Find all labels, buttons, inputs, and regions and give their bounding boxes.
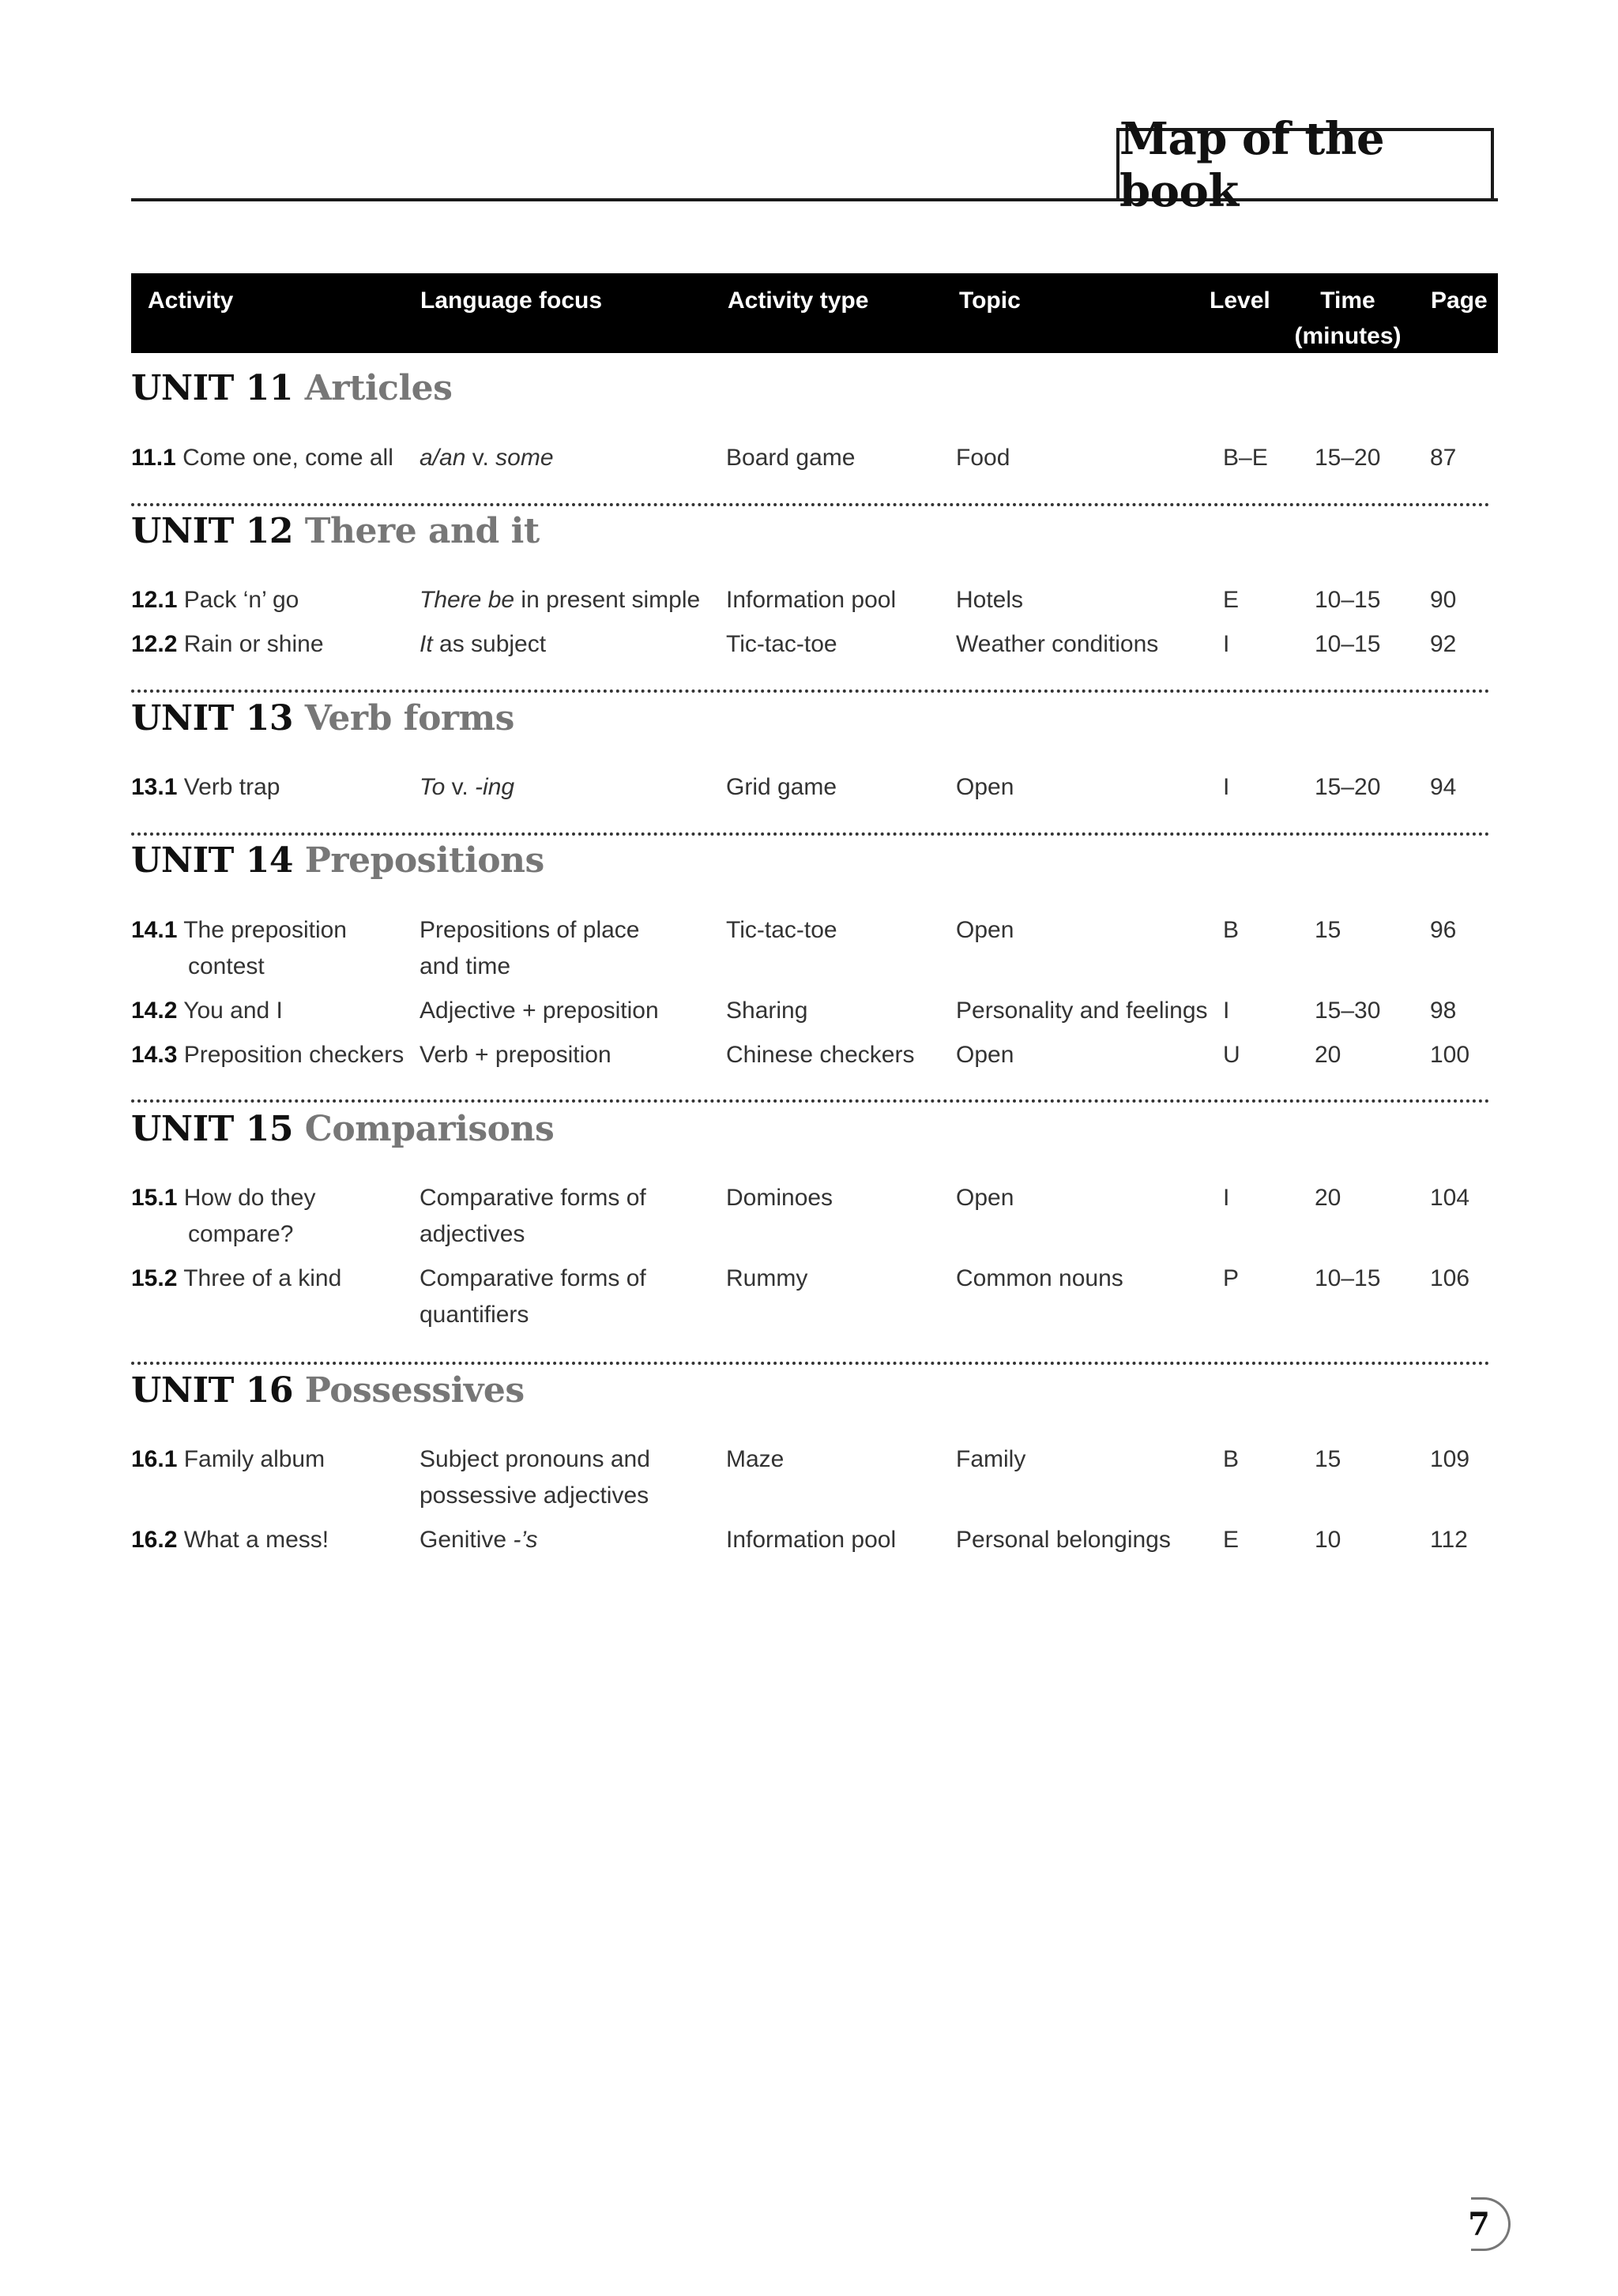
activity-number: 14.2 — [131, 998, 178, 1024]
topic-cell: Weather conditions — [956, 631, 1159, 657]
column-header-time — [1293, 283, 1403, 354]
activity-cell — [131, 912, 347, 985]
level-cell: P — [1223, 1265, 1240, 1291]
language-focus-cell — [420, 1522, 538, 1558]
level-cell: I — [1223, 998, 1230, 1024]
language-focus-text: possessive adjectives — [420, 1482, 649, 1509]
topic-cell: Open — [956, 1185, 1014, 1211]
unit-number: UNIT 13 — [131, 698, 293, 738]
activity-type-cell: Board game — [726, 445, 856, 471]
unit-separator — [131, 503, 1490, 506]
unit-heading — [131, 1370, 525, 1411]
language-focus-cell — [420, 993, 659, 1029]
activity-type-cell: Rummy — [726, 1265, 808, 1291]
page-cell: 98 — [1430, 998, 1457, 1024]
activity-name: Three of a kind — [183, 1265, 342, 1291]
time-cell: 15–20 — [1315, 445, 1381, 471]
activity-name-line — [131, 993, 283, 1029]
activity-number: 13.1 — [131, 774, 178, 800]
language-focus-cell — [420, 912, 640, 985]
unit-heading — [131, 511, 540, 551]
language-focus-line — [420, 1297, 646, 1333]
column-header-activity: Activity — [148, 287, 234, 314]
activity-name-line — [131, 440, 393, 476]
activity-name-line — [131, 912, 347, 949]
language-focus-line — [420, 1216, 646, 1253]
unit-separator — [131, 832, 1490, 836]
time-cell: 15 — [1315, 1446, 1341, 1472]
language-focus-text: in present simple — [514, 587, 701, 613]
column-header-time-line2: (minutes) — [1294, 323, 1402, 349]
language-focus-text: and time — [420, 953, 511, 979]
activity-name-line — [131, 582, 299, 618]
level-cell: B–E — [1223, 445, 1268, 471]
level-cell: I — [1223, 774, 1230, 800]
activity-type-cell: Tic-tac-toe — [726, 917, 837, 943]
unit-separator — [131, 1099, 1490, 1103]
unit-number: UNIT 14 — [131, 840, 293, 881]
unit-number: UNIT 16 — [131, 1370, 293, 1411]
activity-cell — [131, 993, 283, 1029]
column-header-topic: Topic — [959, 287, 1021, 314]
language-focus-line — [420, 993, 659, 1029]
activity-cell — [131, 440, 393, 476]
time-cell: 10–15 — [1315, 587, 1381, 613]
language-focus-text: a/an — [420, 445, 466, 471]
activity-cell — [131, 626, 324, 663]
unit-separator — [131, 690, 1490, 693]
column-header-page: Page — [1431, 287, 1488, 314]
language-focus-line — [420, 1441, 650, 1478]
language-focus-cell — [420, 769, 514, 806]
language-focus-line — [420, 626, 546, 663]
unit-heading — [131, 368, 452, 408]
column-header-activity-type: Activity type — [728, 287, 869, 314]
activity-name: Rain or shine — [183, 631, 324, 657]
activity-number: 14.1 — [131, 917, 178, 943]
language-focus-line — [420, 1478, 650, 1514]
level-cell: E — [1223, 1527, 1240, 1553]
unit-heading — [131, 1109, 554, 1149]
activity-name: The preposition — [183, 917, 347, 943]
language-focus-text: There be — [420, 587, 515, 613]
unit-number: UNIT 15 — [131, 1109, 293, 1149]
language-focus-text: v. — [465, 445, 496, 471]
level-cell: U — [1223, 1042, 1240, 1068]
language-focus-cell — [420, 626, 546, 663]
column-header-level: Level — [1210, 287, 1270, 314]
topic-cell: Common nouns — [956, 1265, 1123, 1291]
activity-number: 14.3 — [131, 1042, 178, 1068]
activity-cell — [131, 1441, 325, 1478]
language-focus-text: adjectives — [420, 1221, 525, 1247]
language-focus-text: some — [495, 445, 554, 471]
topic-cell: Hotels — [956, 587, 1024, 613]
activity-name: contest — [188, 953, 265, 979]
activity-type-cell: Information pool — [726, 1527, 897, 1553]
language-focus-line — [420, 1261, 646, 1297]
topic-cell: Open — [956, 774, 1014, 800]
activity-name-line — [131, 1522, 329, 1558]
page-cell: 94 — [1430, 774, 1457, 800]
activity-cell — [131, 1261, 341, 1297]
unit-name: Prepositions — [304, 840, 544, 881]
language-focus-line — [420, 1180, 646, 1216]
language-focus-line — [420, 1037, 611, 1073]
language-focus-line — [420, 769, 514, 806]
unit-heading — [131, 840, 544, 881]
activity-number: 15.2 — [131, 1265, 178, 1291]
activity-cell — [131, 582, 299, 618]
activity-number: 15.1 — [131, 1185, 178, 1211]
page-cell: 104 — [1430, 1185, 1470, 1211]
activity-name-line — [131, 1180, 316, 1216]
level-cell: B — [1223, 917, 1240, 943]
activity-number: 12.2 — [131, 631, 178, 657]
page-cell: 100 — [1430, 1042, 1470, 1068]
unit-separator — [131, 1362, 1490, 1365]
language-focus-text: v. — [445, 774, 476, 800]
time-cell: 10–15 — [1315, 631, 1381, 657]
language-focus-text: It — [420, 631, 433, 657]
unit-name: Possessives — [304, 1370, 525, 1411]
activity-name-line — [131, 949, 347, 985]
unit-name: Comparisons — [304, 1109, 555, 1149]
language-focus-text: -’s — [513, 1527, 538, 1553]
page-cell: 87 — [1430, 445, 1457, 471]
language-focus-text: Prepositions of place — [420, 917, 640, 943]
activity-type-cell: Dominoes — [726, 1185, 833, 1211]
activity-name: Family album — [183, 1446, 325, 1472]
activity-name-line — [131, 1261, 341, 1297]
page-cell: 106 — [1430, 1265, 1470, 1291]
activity-cell — [131, 1180, 316, 1253]
language-focus-line — [420, 1522, 538, 1558]
page-cell: 90 — [1430, 587, 1457, 613]
unit-name: Verb forms — [304, 698, 514, 738]
unit-heading — [131, 698, 514, 738]
activity-cell — [131, 1037, 404, 1073]
time-cell: 15–20 — [1315, 774, 1381, 800]
activity-type-cell: Tic-tac-toe — [726, 631, 837, 657]
activity-number: 11.1 — [131, 445, 176, 471]
activity-name-line — [131, 1216, 316, 1253]
language-focus-line — [420, 949, 640, 985]
language-focus-text: quantifiers — [420, 1302, 529, 1328]
activity-number: 12.1 — [131, 587, 178, 613]
language-focus-cell — [420, 582, 700, 618]
level-cell: I — [1223, 631, 1230, 657]
page-number: 7 — [1468, 2206, 1490, 2243]
activity-name: What a mess! — [183, 1527, 329, 1553]
unit-name: Articles — [304, 368, 453, 408]
language-focus-cell — [420, 1441, 650, 1514]
page-cell: 112 — [1430, 1527, 1468, 1553]
activity-type-cell: Maze — [726, 1446, 785, 1472]
time-cell: 15–30 — [1315, 998, 1381, 1024]
activity-type-cell: Information pool — [726, 587, 897, 613]
unit-name: There and it — [304, 511, 540, 551]
table-header — [131, 273, 1498, 353]
language-focus-cell — [420, 1180, 646, 1253]
level-cell: I — [1223, 1185, 1230, 1211]
time-cell: 20 — [1315, 1042, 1341, 1068]
language-focus-text: To — [420, 774, 446, 800]
activity-name-line — [131, 769, 280, 806]
level-cell: B — [1223, 1446, 1240, 1472]
activity-name: Pack ‘n’ go — [183, 587, 299, 613]
topic-cell: Personal belongings — [956, 1527, 1171, 1553]
time-cell: 10 — [1315, 1527, 1341, 1553]
activity-type-cell: Grid game — [726, 774, 837, 800]
page-cell: 92 — [1430, 631, 1457, 657]
activity-cell — [131, 1522, 329, 1558]
language-focus-line — [420, 582, 700, 618]
language-focus-cell — [420, 440, 554, 476]
activity-name: Verb trap — [183, 774, 280, 800]
topic-cell: Open — [956, 917, 1014, 943]
topic-cell: Food — [956, 445, 1010, 471]
language-focus-text: -ing — [475, 774, 515, 800]
language-focus-cell — [420, 1261, 646, 1333]
unit-number: UNIT 11 — [131, 368, 293, 408]
activity-name-line — [131, 1037, 404, 1073]
activity-name-line — [131, 1441, 325, 1478]
unit-number: UNIT 12 — [131, 511, 293, 551]
activity-number: 16.2 — [131, 1527, 178, 1553]
language-focus-text: Comparative forms of — [420, 1265, 646, 1291]
topic-cell: Personality and feelings — [956, 998, 1208, 1024]
language-focus-text: Genitive — [420, 1527, 514, 1553]
activity-type-cell: Sharing — [726, 998, 808, 1024]
language-focus-text: Comparative forms of — [420, 1185, 646, 1211]
page-cell: 109 — [1430, 1446, 1470, 1472]
language-focus-text: Subject pronouns and — [420, 1446, 650, 1472]
activity-name: How do they — [183, 1185, 316, 1211]
language-focus-text: Verb + preposition — [420, 1042, 611, 1068]
time-cell: 10–15 — [1315, 1265, 1381, 1291]
language-focus-cell — [420, 1037, 611, 1073]
activity-name-line — [131, 626, 324, 663]
page-title: Map of the book — [1116, 128, 1494, 201]
page-cell: 96 — [1430, 917, 1457, 943]
language-focus-line — [420, 912, 640, 949]
language-focus-line — [420, 440, 554, 476]
activity-name: compare? — [188, 1221, 294, 1247]
column-header-language-focus: Language focus — [420, 287, 603, 314]
activity-type-cell: Chinese checkers — [726, 1042, 915, 1068]
topic-cell: Open — [956, 1042, 1014, 1068]
activity-name: You and I — [183, 998, 283, 1024]
time-cell: 20 — [1315, 1185, 1341, 1211]
activity-cell — [131, 769, 280, 806]
activity-name: Preposition checkers — [183, 1042, 404, 1068]
language-focus-text: Adjective + preposition — [420, 998, 659, 1024]
activity-name: Come one, come all — [182, 445, 393, 471]
topic-cell: Family — [956, 1446, 1026, 1472]
level-cell: E — [1223, 587, 1240, 613]
time-cell: 15 — [1315, 917, 1341, 943]
activity-number: 16.1 — [131, 1446, 178, 1472]
column-header-time-line1: Time — [1320, 287, 1375, 314]
language-focus-text: as subject — [432, 631, 547, 657]
